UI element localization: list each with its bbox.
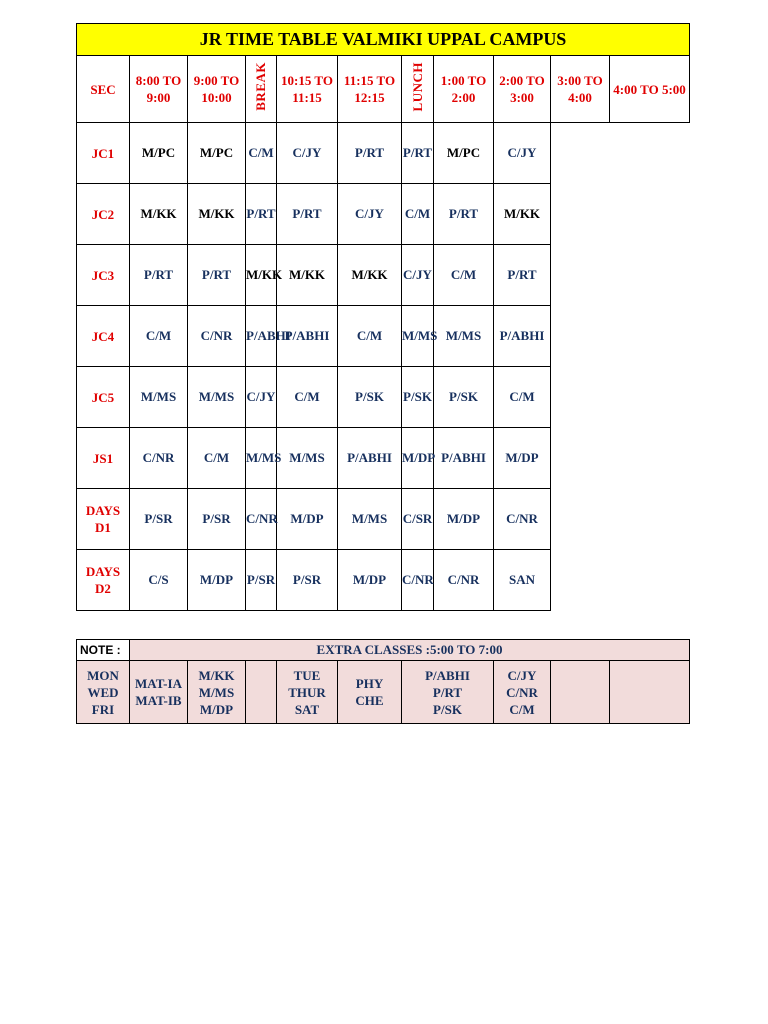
period-cell: P/ABHI [434,428,494,489]
faculty-group-b2: C/JY C/NR C/M [494,661,551,724]
period-cell: P/RT [494,245,551,306]
period-cell: M/KK [494,184,551,245]
period-cell: P/RT [188,245,246,306]
period-cell: M/MS [246,428,277,489]
period-cell: P/RT [246,184,277,245]
subjects-group-b: PHY CHE [338,661,402,724]
slot-header: 8:00 TO 9:00 [130,56,188,123]
note-table [76,639,690,724]
period-cell: M/MS [434,306,494,367]
period-cell: M/PC [188,123,246,184]
empty-cell [551,661,610,724]
slot-header: 2:00 TO 3:00 [494,56,551,123]
period-cell: C/M [130,306,188,367]
period-cell: M/MS [338,489,402,550]
faculty-group-b1: P/ABHI P/RT P/SK [402,661,494,724]
table-row [77,489,690,550]
period-cell: C/NR [434,550,494,611]
slot-header: 3:00 TO 4:00 [551,56,610,123]
table-row [77,245,690,306]
period-cell: P/SR [130,489,188,550]
period-cell: M/PC [130,123,188,184]
period-cell: C/M [246,123,277,184]
period-cell: M/DP [188,550,246,611]
period-cell: M/MS [188,367,246,428]
period-cell: P/ABHI [338,428,402,489]
period-cell: C/M [188,428,246,489]
period-cell: P/SK [402,367,434,428]
period-cell: P/RT [434,184,494,245]
section-label: DAYS D2 [77,550,130,611]
table-row [77,123,690,184]
days-group-b: TUE THUR SAT [277,661,338,724]
period-cell: M/DP [277,489,338,550]
period-cell: P/RT [277,184,338,245]
section-label: JS1 [77,428,130,489]
period-cell: P/SR [188,489,246,550]
period-cell: C/M [434,245,494,306]
table-row [77,550,690,611]
period-cell: P/SR [277,550,338,611]
days-group-a: MON WED FRI [77,661,130,724]
period-cell: P/RT [338,123,402,184]
period-cell: C/SR [402,489,434,550]
section-label: JC3 [77,245,130,306]
period-cell: P/ABHI [494,306,551,367]
extra-classes: EXTRA CLASSES :5:00 TO 7:00 [130,640,690,661]
period-cell: M/KK [188,184,246,245]
period-cell: C/JY [494,123,551,184]
header-row [77,56,690,123]
section-label: JC2 [77,184,130,245]
period-cell: C/JY [277,123,338,184]
period-cell: C/M [494,367,551,428]
period-cell: M/PC [434,123,494,184]
period-cell: M/KK [130,184,188,245]
period-cell: C/NR [188,306,246,367]
faculty-group-a: M/KK M/MS M/DP [188,661,246,724]
period-cell: M/KK [246,245,277,306]
section-label: DAYS D1 [77,489,130,550]
period-cell: P/RT [402,123,434,184]
period-cell: P/SR [246,550,277,611]
period-cell: P/RT [130,245,188,306]
lunch-column [402,56,434,123]
period-cell: M/DP [402,428,434,489]
period-cell: M/MS [130,367,188,428]
period-cell: M/MS [277,428,338,489]
empty-cell [610,661,690,724]
period-cell: M/DP [338,550,402,611]
period-cell: M/KK [338,245,402,306]
period-cell: M/DP [494,428,551,489]
period-cell: C/JY [246,367,277,428]
note-label: NOTE : [77,640,130,661]
table-row [77,428,690,489]
section-label: JC5 [77,367,130,428]
empty-cell [246,661,277,724]
period-cell: C/JY [402,245,434,306]
slot-header: 1:00 TO 2:00 [434,56,494,123]
slot-header: 11:15 TO 12:15 [338,56,402,123]
period-cell: C/NR [246,489,277,550]
period-cell: M/MS [402,306,434,367]
table-row [77,184,690,245]
lunch-label: LUNCH [409,61,425,112]
period-cell: C/JY [338,184,402,245]
period-cell: P/SK [434,367,494,428]
period-cell: C/M [277,367,338,428]
period-cell: C/NR [130,428,188,489]
period-cell: P/ABHI [246,306,277,367]
period-cell: C/M [338,306,402,367]
slot-header: 4:00 TO 5:00 [610,56,690,123]
period-cell: P/SK [338,367,402,428]
timetable [76,23,690,611]
period-cell: C/M [402,184,434,245]
period-cell: P/ABHI [277,306,338,367]
slot-header: 9:00 TO 10:00 [188,56,246,123]
table-row [77,367,690,428]
break-label: BREAK [253,62,268,111]
slot-header: 10:15 TO 11:15 [277,56,338,123]
period-cell: C/NR [494,489,551,550]
break-column [246,56,277,123]
period-cell: C/S [130,550,188,611]
period-cell: M/KK [277,245,338,306]
page-title: JR TIME TABLE VALMIKI UPPAL CAMPUS [77,24,690,56]
period-cell: SAN [494,550,551,611]
table-row [77,306,690,367]
period-cell: M/DP [434,489,494,550]
section-label: JC1 [77,123,130,184]
sec-header: SEC [77,56,130,123]
subjects-group-a: MAT-IA MAT-IB [130,661,188,724]
section-label: JC4 [77,306,130,367]
period-cell: C/NR [402,550,434,611]
